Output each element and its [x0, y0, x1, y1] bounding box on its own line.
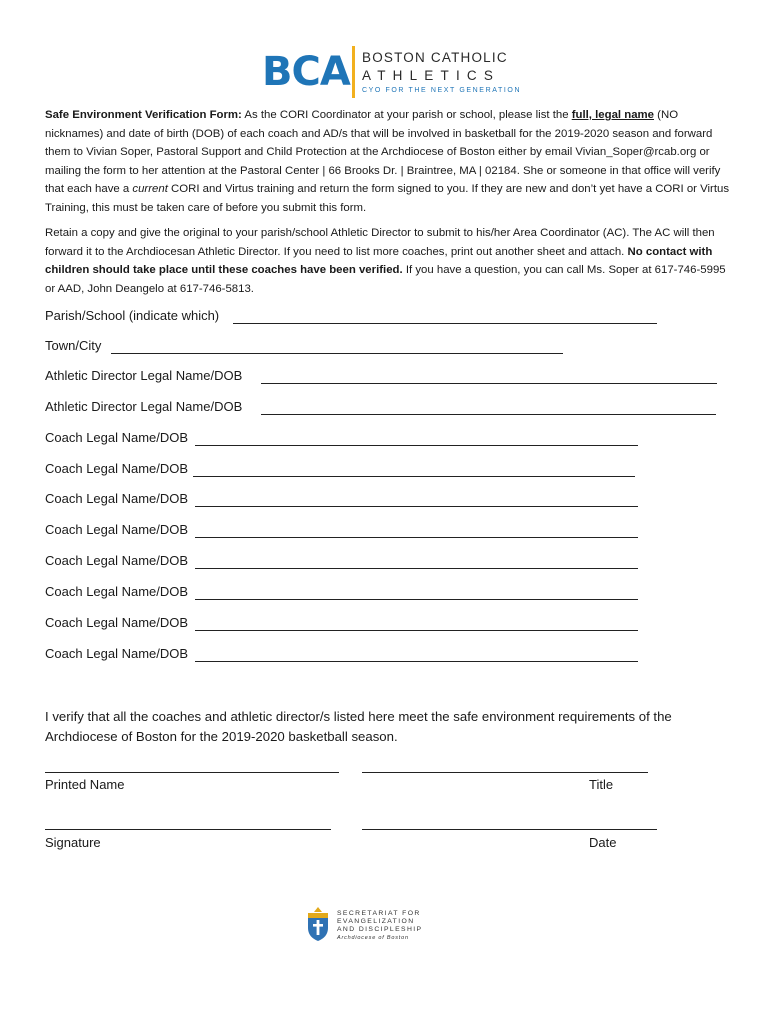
- coach-line[interactable]: [195, 599, 638, 600]
- date-line[interactable]: [362, 829, 657, 830]
- logo-tagline: CYO FOR THE NEXT GENERATION: [362, 87, 522, 94]
- intro-emphasis: full, legal name: [571, 109, 655, 121]
- intro-paragraph-2: [45, 224, 735, 298]
- ad-label-1: Athletic Director Legal Name/DOB: [45, 368, 243, 383]
- coach-line[interactable]: [195, 630, 638, 631]
- logo-divider: [352, 46, 355, 98]
- coach-label: Coach Legal Name/DOB: [45, 491, 189, 506]
- printed-name-label: Printed Name: [45, 777, 125, 792]
- coach-label: Coach Legal Name/DOB: [45, 584, 189, 599]
- coach-line[interactable]: [193, 476, 635, 477]
- archdiocese-seal-icon: [305, 906, 331, 942]
- instructions-text-b: If you have a question, you can call Ms. Soper at 617-746-5995 or AAD, John Deangelo at 617-746-5813.: [45, 264, 726, 295]
- secretariat-text: [337, 910, 422, 942]
- intro-current: current: [132, 183, 168, 196]
- signature-label: Signature: [45, 835, 101, 850]
- coach-line[interactable]: [195, 568, 638, 569]
- logo-line1: BOSTON CATHOLIC: [362, 50, 508, 65]
- footer-line3: AND DISCIPLESHIP: [337, 926, 423, 933]
- town-city-line[interactable]: [111, 353, 563, 354]
- verification-statement: I verify that all the coaches and athletic director/s listed here meet the safe environment requirements of the Archdiocese of Boston for the 2019-2020 basketball season.: [45, 709, 672, 744]
- intro-text-b: (NO nicknames) and date of birth (DOB) of each coach and AD/s that will be involved in basketball for the 2019-2020 season and forward them to Vivian Soper, Pastoral Support and Child Protection at the Archdiocese of Boston either by email Vivian_Soper@rcab.org or mailing the form to her attention at the Pastoral Center | 66 Brooks Dr. | Braintree, MA | 02184. She or someone in that office will verify that each have a: [45, 109, 721, 196]
- coach-label: Coach Legal Name/DOB: [45, 430, 189, 445]
- ad-line-1[interactable]: [261, 383, 717, 384]
- instructions-text-a: Retain a copy and give the original to your parish/school Athletic Director to submit to his/her Area Coordinator (AC). The AC will then forward it to the Archdiocesan Athletic Director. If you need to list more coaches, print out another sheet and attach.: [45, 227, 715, 258]
- coach-label: Coach Legal Name/DOB: [45, 522, 189, 537]
- footer-line2: EVANGELIZATION: [337, 918, 415, 925]
- coach-label: Coach Legal Name/DOB: [45, 461, 189, 476]
- ad-line-2[interactable]: [261, 414, 716, 415]
- coach-line[interactable]: [195, 537, 638, 538]
- intro-paragraph-1: [45, 106, 735, 218]
- intro-text-a: As the CORI Coordinator at your parish or school, please list the: [241, 109, 572, 121]
- town-city-label: Town/City: [45, 338, 102, 353]
- instructions-warning: No contact with children should take place until these coaches have been verified.: [45, 245, 713, 277]
- logo-line2: ATHLETICS: [362, 68, 501, 83]
- signature-line[interactable]: [45, 829, 331, 830]
- logo-mark: BCA: [262, 49, 350, 95]
- footer-line1: SECRETARIAT FOR: [337, 910, 421, 917]
- printed-name-line[interactable]: [45, 772, 339, 773]
- coach-label: Coach Legal Name/DOB: [45, 615, 189, 630]
- coach-label: Coach Legal Name/DOB: [45, 553, 189, 568]
- coach-line[interactable]: [195, 445, 638, 446]
- intro-text-c: CORI and Virtus training and return the form signed to you. If they are new and don’t yet have a CORI or Virtus Training, this must be taken care of before you submit this form.: [45, 183, 730, 214]
- parish-school-label: Parish/School (indicate which): [45, 308, 220, 323]
- title-line[interactable]: [362, 772, 648, 773]
- form-title: Safe Environment Verification Form:: [45, 109, 242, 121]
- footer-line4: Archdiocese of Boston: [337, 935, 409, 941]
- title-label: Title: [589, 777, 614, 792]
- coach-line[interactable]: [195, 661, 638, 662]
- coach-line[interactable]: [195, 506, 638, 507]
- coach-label: Coach Legal Name/DOB: [45, 646, 189, 661]
- date-label: Date: [589, 835, 617, 850]
- parish-school-line[interactable]: [233, 323, 657, 324]
- ad-label-2: Athletic Director Legal Name/DOB: [45, 399, 243, 414]
- bca-logo: [262, 46, 522, 98]
